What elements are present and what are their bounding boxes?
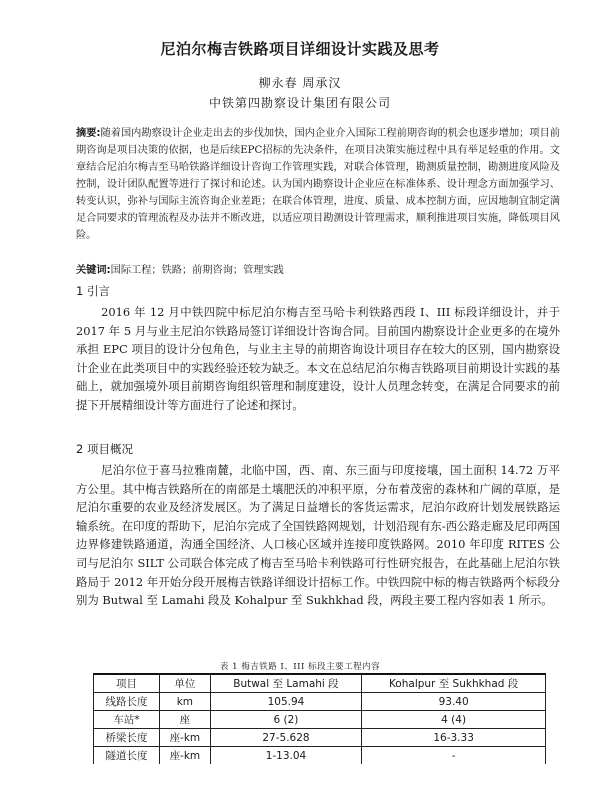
project-table xyxy=(93,673,546,764)
table-header-cell: 单位 xyxy=(160,674,211,693)
overview-paragraph: 尼泊尔位于喜马拉雅南麓，北临中国，西、南、东三面与印度接壤，国土面积 14.72 万平方公里。其中梅吉铁路所在的南部是土壤肥沃的冲积平原，分布着茂密的森林和广阔的草原，是尼泊尔重要的农业及经济发展区。为了满足日益增长的客货运需求，尼泊尔政府计划发展铁路运输系统。在印度的帮助下，尼泊尔完成了全国铁路网规划，计划沿现有东-西公路走廊及尼印两国边界修建铁路通道，沟通全国经济、人口核心区域并连接印度铁路网。2010 年印度 RITES 公司与尼泊尔 SILT 公司联合体完成了梅吉至马哈卡利铁路可行性研究报告，在此基础上尼泊尔铁路局于 2012 年开始分段开展梅吉铁路详细设计招标工作。中铁四院中标的梅吉铁路两个标段分别为 Butwal 至 Lamahi 段及 Kohalpur 至 Sukhkhad 段，两段主要工程内容如表 1 所示。 xyxy=(76,463,560,608)
table-row xyxy=(94,747,546,765)
table-cell: 4 (4) xyxy=(362,711,546,729)
table-cell: 27-5.628 xyxy=(210,729,362,747)
table-row xyxy=(94,729,546,747)
table-cell: 1-13.04 xyxy=(210,747,362,765)
table-header-cell: 项目 xyxy=(94,674,160,693)
table-header-cell: Butwal 至 Lamahi 段 xyxy=(210,674,362,693)
table-caption: 表 1 梅吉铁路 I、III 标段主要工程内容 xyxy=(219,662,381,672)
abstract-label: 摘要: xyxy=(76,128,101,139)
section-heading-intro: 1 引言 xyxy=(76,284,110,298)
table-cell: 线路长度 xyxy=(94,693,160,711)
table-header-row xyxy=(94,674,546,693)
abstract-text: 随着国内勘察设计企业走出去的步伐加快，国内企业介入国际工程前期咨询的机会也逐步增加；项目前期咨询是项目决策的依据，也是后续EPC招标的先决条件，在项目决策实施过程中具有举足轻重的作用。文章结合尼泊尔梅吉至马哈铁路详细设计咨询工作管理实践，对联合体管理，勘测质量控制，勘测进度风险及控制，设计团队配置等进行了探讨和论述。认为国内勘察设计企业应在标准体系、设计理念方面加强学习、转变认识，弥补与国际主流咨询企业差距；在联合体管理，进度、质量、成本控制方面，应因地制宜制定满足合同要求的管理流程及办法并不断改进，以适应项目勘测设计管理需求，顺利推进项目实施，降低项目风险。 xyxy=(76,128,560,241)
keywords xyxy=(76,262,560,279)
table-cell: 座 xyxy=(160,711,211,729)
paper-title: 尼泊尔梅吉铁路项目详细设计实践及思考 xyxy=(160,40,440,58)
table-cell: 车站* xyxy=(94,711,160,729)
table-cell: 93.40 xyxy=(362,693,546,711)
table-row xyxy=(94,693,546,711)
keywords-text: 国际工程；铁路；前期咨询；管理实践 xyxy=(110,265,284,276)
table-cell: 隧道长度 xyxy=(94,747,160,765)
intro-paragraph: 2016 年 12 月中铁四院中标尼泊尔梅吉至马哈卡利铁路西段 I、III 标段详细设计，并于 2017 年 5 月与业主尼泊尔铁路局签订详细设计咨询合同。目前国内勘察设计企业更多的在境外承担 EPC 项目的设计分包角色，与业主主导的前期咨询设计项目存在较大的区别，国内勘察设计企业在此类项目中的实践经验还较为缺乏。本文在总结尼泊尔梅吉铁路项目前期设计实践的基础上，就加强境外项目前期咨询组织管理和制度建设，设计人员理念转变，在满足合同要求的前提下开展精细设计等方面进行了论述和探讨。 xyxy=(76,305,560,412)
table-cell: 105.94 xyxy=(210,693,362,711)
paper-authors: 柳永春 周承汉 xyxy=(258,76,342,90)
table-cell: 16-3.33 xyxy=(362,729,546,747)
keywords-label: 关键词: xyxy=(76,265,111,276)
table-cell: 桥梁长度 xyxy=(94,729,160,747)
abstract xyxy=(76,125,560,244)
table-cell: km xyxy=(160,693,211,711)
table-cell: 6 (2) xyxy=(210,711,362,729)
paper-affiliation: 中铁第四勘察设计集团有限公司 xyxy=(208,96,391,110)
table-row xyxy=(94,711,546,729)
table-cell: 座-km xyxy=(160,729,211,747)
table-cell: - xyxy=(362,747,546,765)
table-header-cell: Kohalpur 至 Sukhkhad 段 xyxy=(362,674,546,693)
table-cell: 座-km xyxy=(160,747,211,765)
section-heading-overview: 2 项目概况 xyxy=(76,442,133,456)
